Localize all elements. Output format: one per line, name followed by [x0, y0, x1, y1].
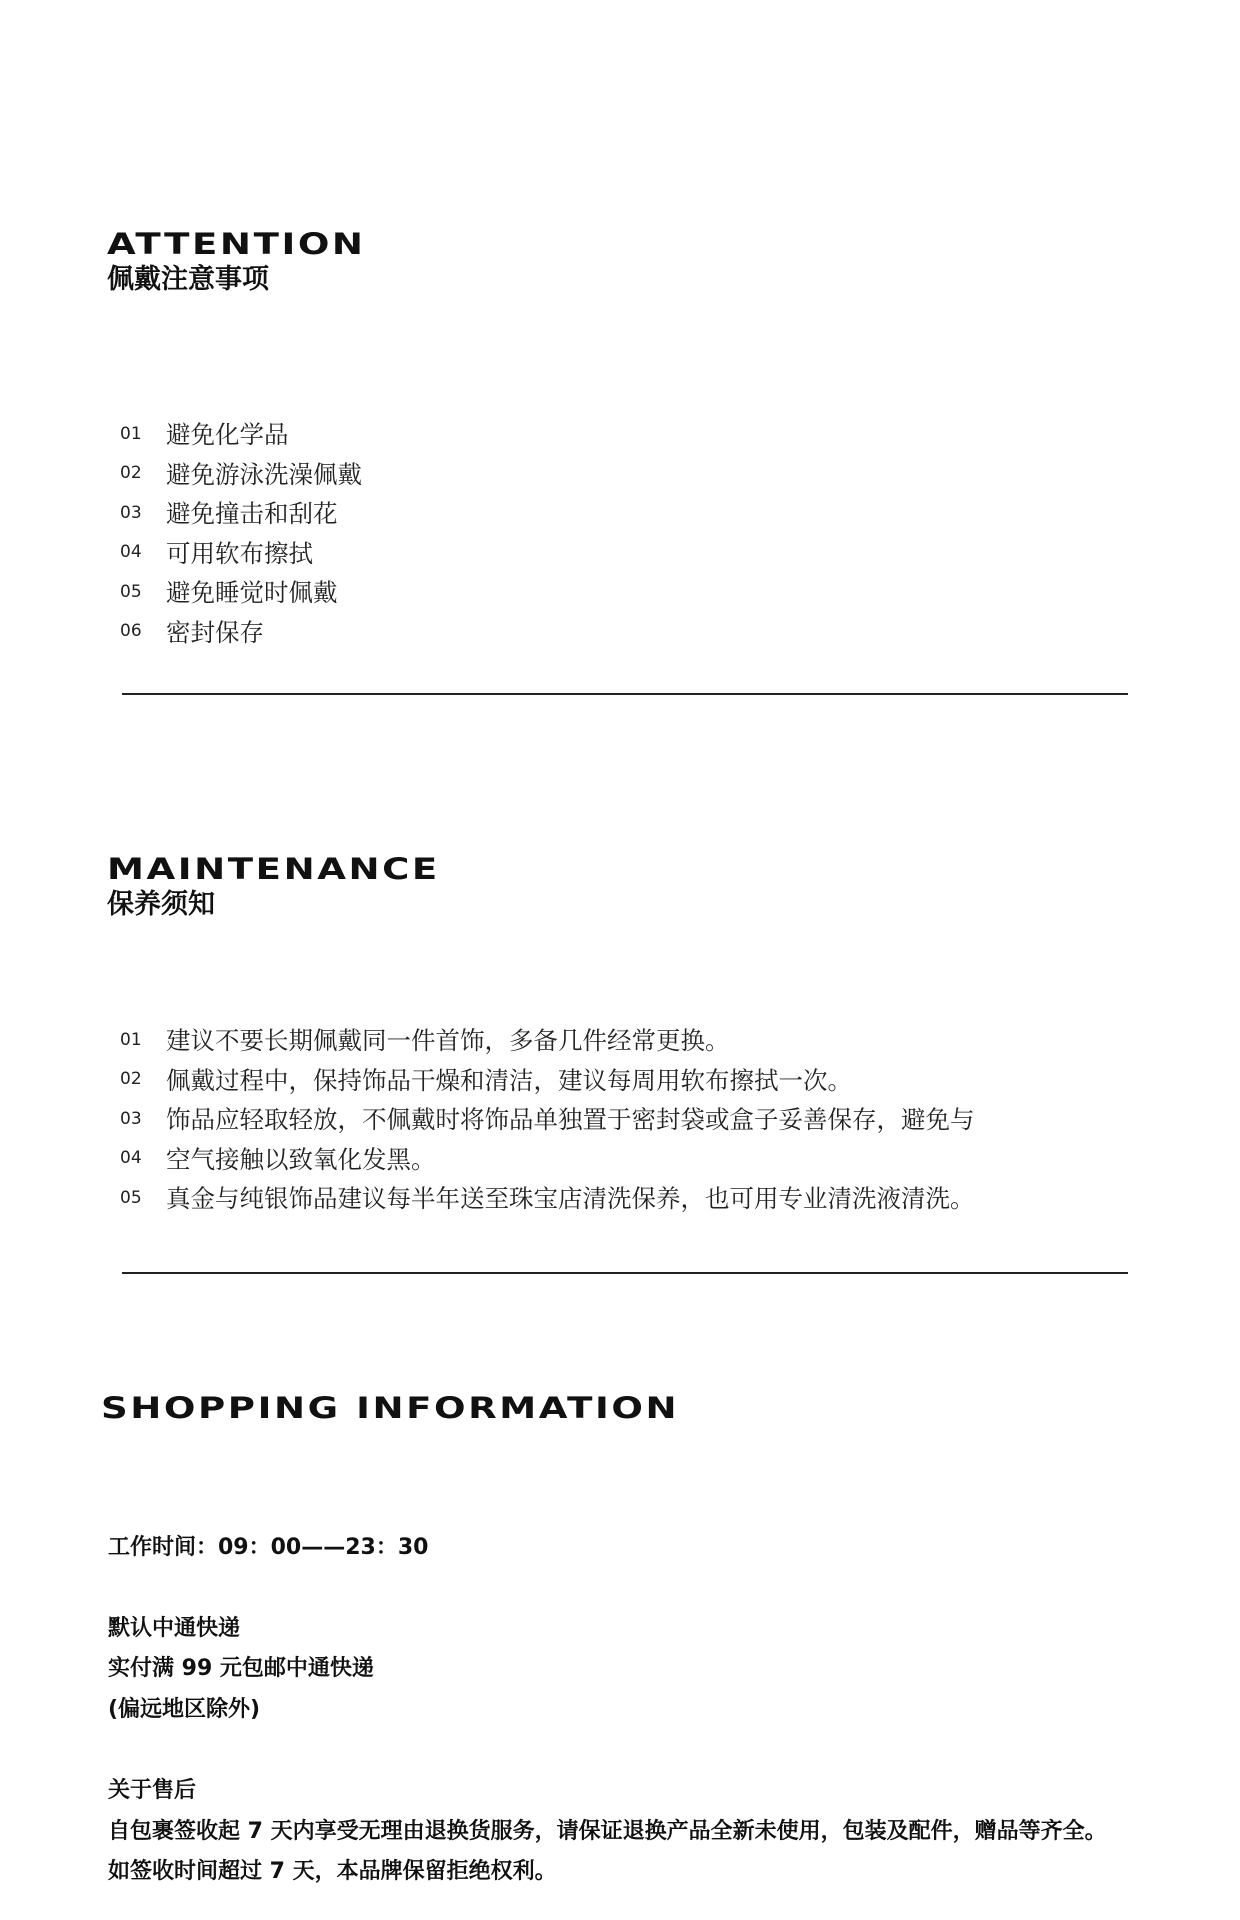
item-text: 可用软布擦拭 [166, 538, 313, 568]
item-number: 03 [120, 1108, 142, 1129]
shopping-title: SHOPPING INFORMATION [101, 1391, 680, 1425]
list-item [120, 533, 362, 573]
item-text: 建议不要长期佩戴同一件首饰，多备几件经常更换。 [166, 1026, 730, 1056]
list-item [120, 1139, 975, 1179]
item-number: 01 [120, 423, 142, 444]
item-number: 03 [120, 502, 142, 523]
list-item [120, 572, 362, 612]
item-text: 避免化学品 [166, 420, 289, 450]
section-divider [122, 693, 1128, 695]
list-item [120, 1099, 975, 1139]
list-item [120, 493, 362, 533]
item-number: 02 [120, 1069, 142, 1090]
item-number: 02 [120, 463, 142, 484]
item-number: 06 [120, 621, 142, 642]
list-item [120, 1178, 975, 1218]
item-text: 饰品应轻取轻放，不佩戴时将饰品单独置于密封袋或盒子妥善保存，避免与 [166, 1105, 975, 1135]
item-text: 空气接触以致氧化发黑。 [166, 1144, 436, 1174]
shipping-free-threshold: 实付满 99 元包邮中通快递 [108, 1656, 374, 1681]
item-number: 04 [120, 542, 142, 563]
item-text: 避免游泳洗澡佩戴 [166, 459, 362, 489]
maintenance-list [120, 1020, 975, 1218]
list-item [120, 414, 362, 454]
after-sales-policy: 自包裹签收起 7 天内享受无理由退换货服务，请保证退换产品全新未使用，包装及配件，赠品等齐全。 [108, 1819, 1107, 1844]
item-text: 避免撞击和刮花 [166, 499, 338, 529]
list-item [120, 1060, 975, 1100]
shipping-exclusion: (偏远地区除外) [108, 1697, 261, 1722]
attention-heading [107, 227, 366, 298]
work-hours: 工作时间：09：00——23：30 [108, 1535, 429, 1560]
item-text: 真金与纯银饰品建议每半年送至珠宝店清洗保养，也可用专业清洗液清洗。 [166, 1184, 975, 1214]
item-number: 04 [120, 1148, 142, 1169]
maintenance-heading [107, 852, 440, 923]
attention-title-en: ATTENTION [107, 227, 366, 261]
section-divider [122, 1272, 1128, 1274]
after-sales-note: 如签收时间超过 7 天，本品牌保留拒绝权利。 [108, 1859, 557, 1884]
list-item [120, 1020, 975, 1060]
item-number: 01 [120, 1029, 142, 1050]
maintenance-title-cn: 保养须知 [107, 889, 215, 920]
maintenance-title-en: MAINTENANCE [107, 852, 440, 886]
item-text: 佩戴过程中，保持饰品干燥和清洁，建议每周用软布擦拭一次。 [166, 1065, 852, 1095]
item-number: 05 [120, 1187, 142, 1208]
list-item [120, 454, 362, 494]
shipping-default: 默认中通快递 [108, 1616, 241, 1641]
item-text: 密封保存 [166, 617, 264, 647]
item-text: 避免睡觉时佩戴 [166, 578, 338, 608]
attention-title-cn: 佩戴注意事项 [107, 264, 269, 295]
item-number: 05 [120, 581, 142, 602]
after-sales-title: 关于售后 [108, 1778, 197, 1803]
list-item [120, 612, 362, 652]
attention-list [120, 414, 362, 651]
